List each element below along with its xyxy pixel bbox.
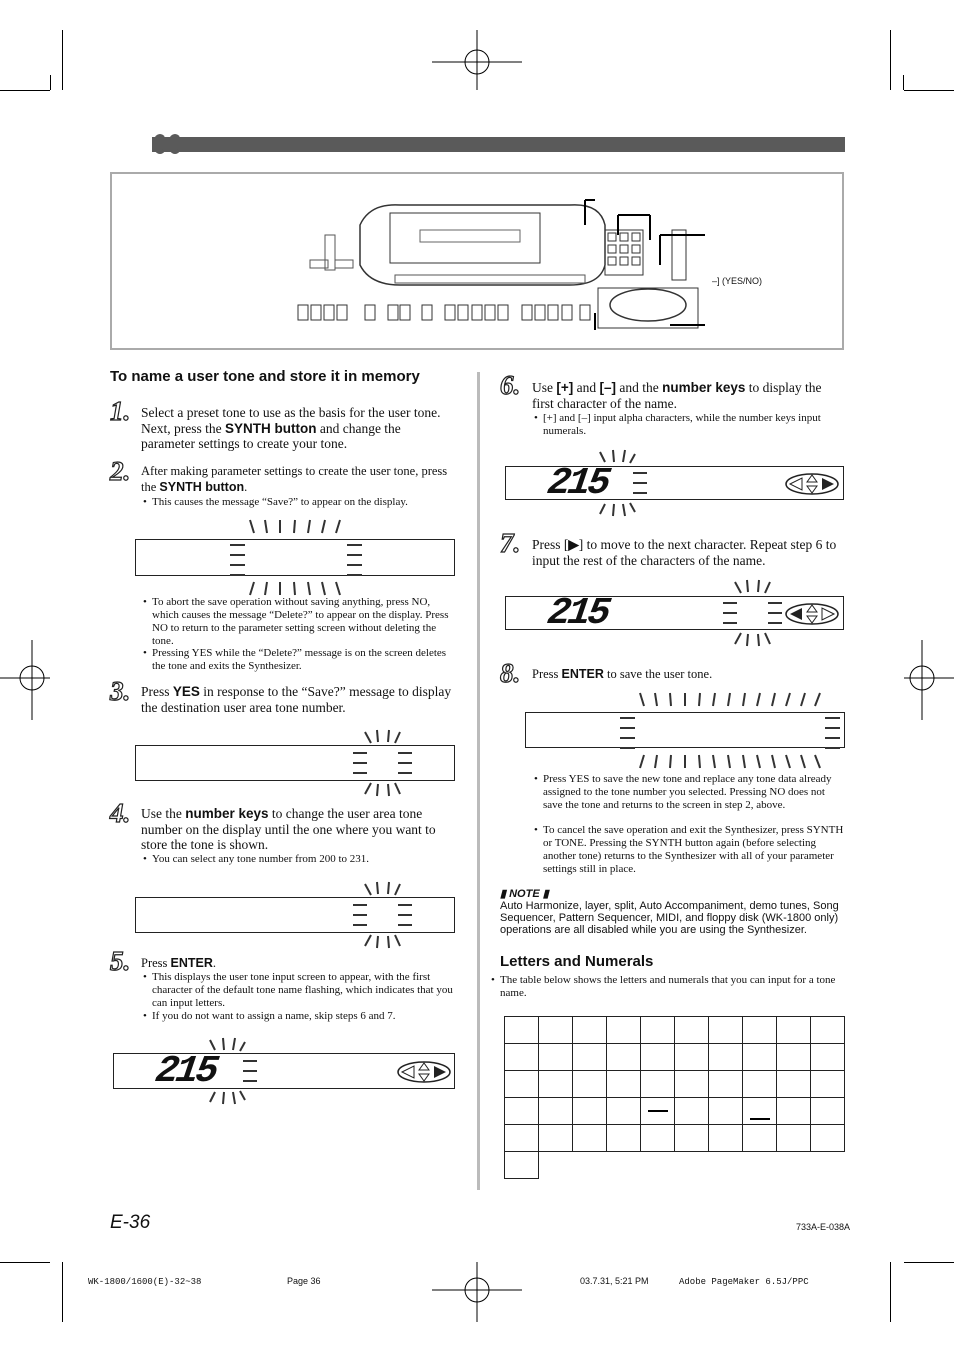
lcd-digits: 215 xyxy=(544,462,611,505)
table-row xyxy=(505,1071,845,1098)
step-5-bullet: • This displays the user tone input screen to appear, with the first character of the default tone name flashing, which indicates that you can input letters. xyxy=(152,971,455,1010)
crop-mark xyxy=(890,1262,891,1322)
lcd-display-name-input xyxy=(113,1050,455,1093)
table-row xyxy=(505,1044,845,1071)
step-5-text: Press ENTER. xyxy=(141,956,217,970)
step-8-bullet: • To cancel the save operation and exit the Synthesizer, press SYNTH or TONE. Pressing the SYNTH button again (before selecting another tone) returns to the Synthesizer with all of your parameter settings still in place. xyxy=(543,824,846,876)
registration-target xyxy=(432,30,522,90)
step-number: 5. xyxy=(110,946,131,976)
cursor-arrows-icon xyxy=(784,472,840,496)
crop-mark xyxy=(904,90,954,91)
flash-rays-icon xyxy=(345,728,420,798)
step-3-text: Press YES in response to the “Save?” message to display the destination user area tone number. xyxy=(141,684,452,715)
registration-target xyxy=(432,1262,522,1322)
letters-section-intro: • The table below shows the letters and numerals that you can input for a tone name. xyxy=(500,974,846,1000)
step-4-text: Use the number keys to change the user area tone number on the display until the one where you want to store the tone is shown. xyxy=(141,806,436,852)
cursor-arrows-icon xyxy=(396,1060,452,1084)
lcd-digits: 215 xyxy=(152,1050,219,1093)
keyboard-panel-icon xyxy=(280,195,720,335)
note-heading: ▮ NOTE ▮ xyxy=(500,888,549,900)
step-number: 7. xyxy=(500,528,521,558)
flash-rays-icon xyxy=(585,448,655,518)
step-number: 6. xyxy=(500,370,521,400)
table-row xyxy=(505,1017,845,1044)
flash-rays-icon xyxy=(195,1036,265,1106)
registration-target xyxy=(904,640,954,720)
step-6-bullet: • [+] and [–] input alpha characters, while the number keys input numerals. xyxy=(543,412,846,438)
page-number: E-36 xyxy=(110,1212,151,1233)
crop-mark xyxy=(62,30,63,90)
registration-target xyxy=(0,640,50,720)
cursor-arrows-icon xyxy=(784,602,840,626)
header-bar xyxy=(108,137,845,152)
step-2-text: After making parameter settings to create the user tone, press the SYNTH button. xyxy=(141,464,448,494)
section-title: To name a user tone and store it in memory xyxy=(110,368,420,385)
crop-mark xyxy=(904,1262,954,1263)
lcd-display-name-input xyxy=(505,462,844,505)
step-number: 2. xyxy=(110,456,131,486)
characters-table xyxy=(504,1016,845,1179)
step-1-text: Select a preset tone to use as the basis for the user tone. Next, press the SYNTH button and change the parameter settings to create your tone. xyxy=(141,405,441,451)
flash-rays-icon xyxy=(615,688,845,773)
crop-mark xyxy=(890,30,891,90)
crop-mark xyxy=(903,75,904,90)
step-5-bullet: • If you do not want to assign a name, skip steps 6 and 7. xyxy=(152,1010,455,1023)
table-row xyxy=(505,1125,845,1152)
letters-section-title: Letters and Numerals xyxy=(500,953,654,970)
step-number: 8. xyxy=(500,658,521,688)
flash-rays-icon xyxy=(220,515,365,600)
footer-date: 03.7.31, 5:21 PM xyxy=(580,1276,649,1286)
lcd-digits: 215 xyxy=(544,592,611,635)
table-row xyxy=(505,1098,845,1125)
column-divider xyxy=(477,372,480,1190)
crop-mark xyxy=(0,90,50,91)
header-ornament xyxy=(153,134,167,154)
note-text: Auto Harmonize, layer, split, Auto Accompaniment, demo tunes, Song Sequencer, Pattern Sequencer, MIDI, and floppy disk (WK-1800 only) operations are all disabled while you are using the Synthesizer. xyxy=(500,900,839,936)
step-2-bullet: • Pressing YES while the “Delete?” message is on the screen deletes the tone and exits the Synthesizer. xyxy=(152,647,455,673)
step-2-bullet: • This causes the message “Save?” to appear on the display. xyxy=(152,496,457,509)
table-row xyxy=(505,1152,845,1179)
footer-page: Page 36 xyxy=(287,1276,321,1286)
yes-no-callout-label: –] (YES/NO) xyxy=(712,276,763,286)
step-2-bullet: • To abort the save operation without saving anything, press NO, which causes the message “Delete?” to appear on the display. Press NO to return to the parameter setting screen without deleting the tone. xyxy=(152,596,455,648)
step-8-bullet: • Press YES to save the new tone and replace any tone data already assigned to the tone number you selected. Pressing NO does not save the tone and returns to the screen in step 2, above. xyxy=(543,773,846,812)
crop-mark xyxy=(62,1262,63,1322)
step-number: 3. xyxy=(110,676,131,706)
document-code: 733A-E-038A xyxy=(796,1222,851,1232)
step-6-text: Use [+] and [–] and the number keys to display the first character of the name. xyxy=(532,380,822,411)
footer-filename: WK-1800/1600(E)-32~38 xyxy=(88,1277,202,1287)
flash-rays-icon xyxy=(715,578,790,648)
flash-rays-icon xyxy=(345,880,420,950)
crop-mark xyxy=(50,75,51,90)
lcd-display-name-input xyxy=(505,592,844,635)
step-8-text: Press ENTER to save the user tone. xyxy=(532,667,713,681)
crop-mark xyxy=(0,1262,50,1263)
header-ornament xyxy=(168,134,182,154)
footer-app: Adobe PageMaker 6.5J/PPC xyxy=(679,1277,809,1287)
header-tab xyxy=(108,137,152,152)
step-4-bullet: • You can select any tone number from 200 to 231. xyxy=(152,853,455,866)
step-7-text: Press [▶] to move to the next character. Repeat step 6 to input the rest of the characters of the name. xyxy=(532,537,837,568)
step-number: 1. xyxy=(110,396,131,426)
step-number: 4. xyxy=(110,798,131,828)
